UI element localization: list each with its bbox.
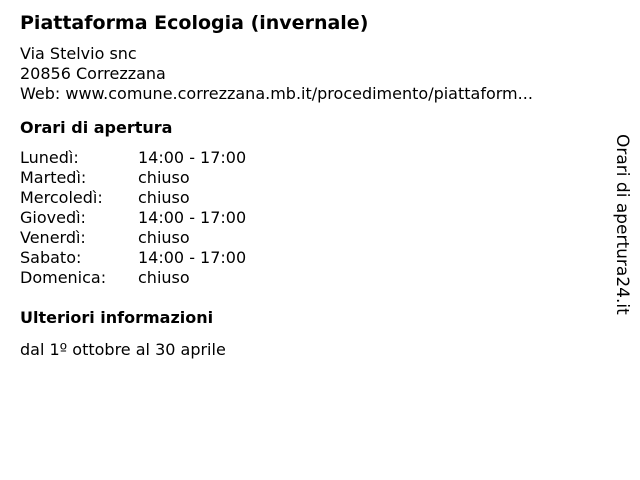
hours-row-wednesday [20, 188, 600, 208]
opening-hours-heading: Orari di apertura [20, 118, 173, 137]
day-label: Domenica: [20, 268, 107, 287]
day-label: Mercoledì: [20, 188, 103, 207]
hours-row-friday [20, 228, 600, 248]
hours-row-sunday [20, 268, 600, 288]
brand-text: Orari di apertura24.it [612, 134, 632, 315]
day-hours: chiuso [138, 188, 190, 207]
hours-row-tuesday [20, 168, 600, 188]
opening-hours-table [20, 148, 600, 288]
city-address: 20856 Correzzana [20, 64, 166, 83]
place-title: Piattaforma Ecologia (invernale) [20, 12, 369, 34]
day-label: Martedì: [20, 168, 87, 187]
day-label: Sabato: [20, 248, 82, 267]
day-hours: 14:00 - 17:00 [138, 208, 247, 227]
hours-row-monday [20, 148, 600, 168]
day-hours: chiuso [138, 268, 190, 287]
hours-row-saturday [20, 248, 600, 268]
brand-watermark [612, 134, 632, 315]
day-hours: 14:00 - 17:00 [138, 148, 247, 167]
more-info-text: dal 1º ottobre al 30 aprile [20, 340, 226, 359]
day-hours: chiuso [138, 228, 190, 247]
more-info-heading: Ulteriori informazioni [20, 308, 214, 327]
day-label: Venerdì: [20, 228, 86, 247]
day-label: Giovedì: [20, 208, 86, 227]
day-hours: 14:00 - 17:00 [138, 248, 247, 267]
place-card [20, 10, 600, 360]
day-label: Lunedì: [20, 148, 79, 167]
hours-row-thursday [20, 208, 600, 228]
street-address: Via Stelvio snc [20, 44, 137, 63]
day-hours: chiuso [138, 168, 190, 187]
address-block [20, 44, 600, 104]
website-link[interactable]: Web: www.comune.correzzana.mb.it/procedimento/piattaform... [20, 84, 533, 103]
